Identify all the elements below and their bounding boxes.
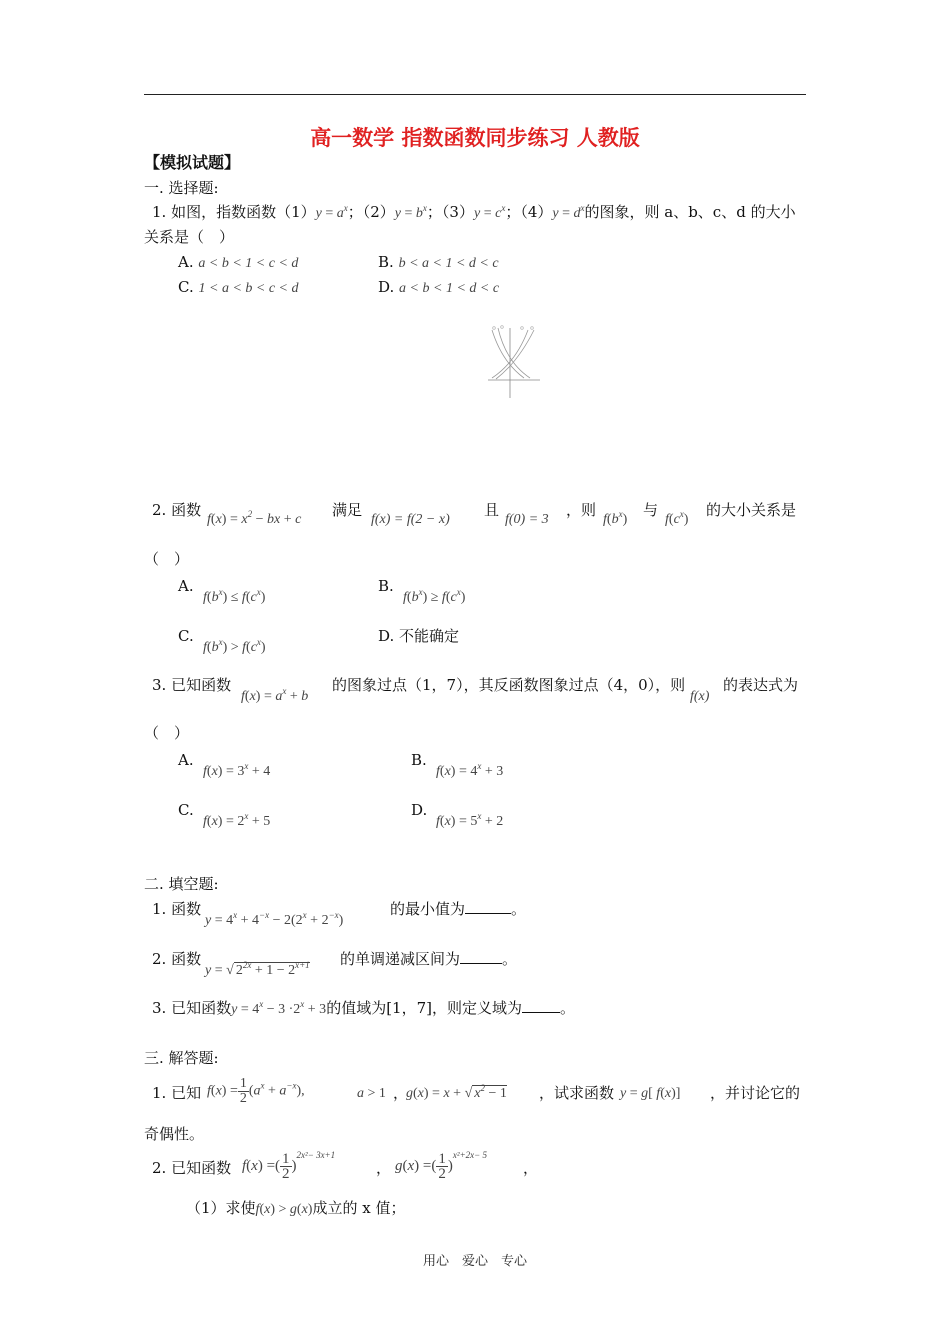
q2-math-fb: $f(b^x)$ xyxy=(603,509,628,527)
q1-d-math: a < b < 1 < d < c xyxy=(399,281,500,296)
q1-a-math: a < b < 1 < c < d xyxy=(198,256,299,271)
fill-q1-prompt: 的最小值为 xyxy=(390,900,466,918)
figure-curve-4 xyxy=(496,330,534,379)
part2-heading: 二. 填空题: xyxy=(144,875,219,893)
q2-option-c-label: C. xyxy=(178,627,194,645)
q3-option-a-math: $f(x) = 3^x + 4$ xyxy=(203,761,271,779)
q3-text-1: 的图象过点（1，7），其反函数图象过点（4，0），则 xyxy=(332,676,686,694)
solve-q1-math-f: f(x) = $\frac{1}{2}$ $(a^x + a^{-x})$, xyxy=(207,1076,305,1106)
q2-text-5: 的大小关系是 xyxy=(706,501,797,519)
q1-stem-start: 1. 如图，指数函数（1） xyxy=(152,203,316,221)
q3-option-c-label: C. xyxy=(178,801,194,819)
q1-sep-2: ；（3） xyxy=(426,203,474,221)
q1-sep-3: ；（4） xyxy=(505,203,553,221)
q1-b-math: b < a < 1 < d < c xyxy=(398,256,499,271)
q3-option-d-math: $f(x) = 5^x + 2$ xyxy=(436,811,504,829)
fill-q3-line xyxy=(152,998,575,1020)
fill-q3-math: $y = 4^x - 3 \cdot 2^x + 3$ xyxy=(231,999,327,1017)
exponential-graph-figure xyxy=(484,322,544,400)
page-footer: 用心 爱心 专心 xyxy=(422,1254,527,1269)
q1-stem-end: 的图象，则 a、b、c、d 的大小 xyxy=(584,203,796,221)
solve-q2-sub1-start: （1）求使 xyxy=(186,1199,256,1217)
q1-c-label: C. xyxy=(178,278,194,296)
figure-label-dot xyxy=(501,326,504,329)
q2-math-fc: $f(c^x)$ xyxy=(665,509,689,527)
solve-q2-math-g: g(x) =( $\frac{1}{2}$ )$^{x^2+2x- 5}$ xyxy=(395,1149,487,1182)
part3-heading: 三. 解答题: xyxy=(144,1049,219,1067)
fill-q2-text xyxy=(340,949,517,969)
solve-q1-math-g: g(x) = x + √ $x^2 - 1$ xyxy=(406,1083,507,1101)
q1-d-label: D. xyxy=(378,278,395,296)
q3-option-d-label: D. xyxy=(411,801,428,819)
q1-option-b xyxy=(378,252,499,274)
solve-q1-text-2: ，试求函数 xyxy=(539,1084,615,1102)
q3-option-c-math: $f(x) = 2^x + 5$ xyxy=(203,811,271,829)
q1-math-1: $y = a^x$ xyxy=(315,203,348,221)
figure-label-dot xyxy=(493,327,496,330)
solve-q1-comma: ， xyxy=(393,1084,409,1102)
fill-q1-answer-blank[interactable] xyxy=(465,899,511,914)
q1-option-a xyxy=(178,252,298,274)
q2-text-3: ，则 xyxy=(566,501,597,519)
q3-option-a-label: A. xyxy=(178,751,194,769)
solve-q2-math-f: f(x) =( $\frac{1}{2}$ )$^{2x^2- 3x+1}$ xyxy=(242,1149,336,1182)
q2-math-value: f(0) = 3 xyxy=(505,512,549,527)
fill-q2-answer-blank[interactable] xyxy=(460,949,502,964)
q3-text-2: 的表达式为 xyxy=(723,676,799,694)
q2-option-b-label: B. xyxy=(378,577,394,595)
q1-c-math: 1 < a < b < c < d xyxy=(198,281,299,296)
fill-q3-prompt: 的值域为[1，7]，则定义域为 xyxy=(326,999,522,1017)
q1-option-c xyxy=(178,277,299,299)
q3-option-b-math: $f(x) = 4^x + 3$ xyxy=(436,761,504,779)
figure-label-dot xyxy=(531,327,534,330)
q1-math-2: $y = b^x$ xyxy=(394,203,427,221)
q3-math-fx: f(x) xyxy=(690,689,710,704)
solve-q1-start: 1. 已知 xyxy=(152,1084,202,1102)
q2-text-4: 与 xyxy=(643,501,659,519)
fill-q3-period: 。 xyxy=(559,999,575,1017)
q3-option-b-label: B. xyxy=(411,751,427,769)
q2-math-symmetry: f(x) = f(2 − x) xyxy=(371,512,450,527)
q1-sep-1: ；（2） xyxy=(347,203,395,221)
q1-option-d xyxy=(378,277,499,299)
q1-stem-line2: 关系是（ ） xyxy=(144,228,235,246)
header-rule xyxy=(144,94,806,95)
solve-q2-sub1-end: 成立的 x 值； xyxy=(312,1199,406,1217)
figure-label-dot xyxy=(521,327,524,330)
fill-q1-period: 。 xyxy=(511,900,527,918)
q3-stem-start: 3. 已知函数 xyxy=(152,676,232,694)
figure-curve-2 xyxy=(498,328,530,378)
solve-q2-sub1 xyxy=(186,1198,405,1220)
document-title: 高一数学 指数函数同步练习 人教版 xyxy=(310,126,640,150)
fill-q3-start: 3. 已知函数 xyxy=(152,999,232,1017)
solve-q2-sub1-math: f(x) > g(x) xyxy=(255,1202,313,1217)
q3-math-function: $f(x) = a^x + b$ xyxy=(241,686,309,704)
solve-q2-comma: ， xyxy=(376,1159,392,1177)
q2-option-d: D. 不能确定 xyxy=(378,627,460,645)
fill-q2-prompt: 的单调递减区间为 xyxy=(340,950,461,968)
fill-q1-start: 1. 函数 xyxy=(152,900,202,918)
solve-q1-math-a: a > 1 xyxy=(357,1086,386,1101)
q2-text-2: 且 xyxy=(484,501,500,519)
q2-option-b-math: $f(b^x) \ge f(c^x)$ xyxy=(403,587,466,605)
q1-stem-line1 xyxy=(152,202,796,224)
fill-q2-start: 2. 函数 xyxy=(152,950,202,968)
q2-option-a-label: A. xyxy=(178,577,194,595)
section-label: 【模拟试题】 xyxy=(144,153,241,172)
q1-b-label: B. xyxy=(378,253,394,271)
fill-q1-math: $y = 4^x + 4^{-x} - 2(2^x + 2^{-x})$ xyxy=(205,910,344,928)
fill-q2-period: 。 xyxy=(502,950,518,968)
q1-math-3: $y = c^x$ xyxy=(473,203,506,221)
q2-stem-start: 2. 函数 xyxy=(152,501,202,519)
fill-q3-answer-blank[interactable] xyxy=(522,998,560,1013)
q2-paren: （ ） xyxy=(144,550,190,568)
solve-q2-start: 2. 已知函数 xyxy=(152,1159,232,1177)
solve-q1-line2: 奇偶性。 xyxy=(144,1125,205,1143)
fill-q2-math: y = √ $2^{2x} + 1 - 2^{x+1}$ xyxy=(205,960,310,978)
q2-option-a-math: $f(b^x) \le f(c^x)$ xyxy=(203,587,266,605)
solve-q1-math-composite: y = g[ f(x)] xyxy=(620,1086,681,1101)
q2-math-function: $f(x) = x^2$ − bx + c xyxy=(207,509,302,527)
solve-q1-text-3: ，并讨论它的 xyxy=(710,1084,801,1102)
q3-paren: （ ） xyxy=(144,724,190,742)
part1-heading: 一. 选择题: xyxy=(144,179,219,197)
q2-text-1: 满足 xyxy=(332,501,363,519)
solve-q2-end: ， xyxy=(523,1159,539,1177)
q1-a-label: A. xyxy=(178,253,194,271)
fill-q1-text xyxy=(390,899,526,919)
q2-option-c-math: $f(b^x) > f(c^x)$ xyxy=(203,637,266,655)
q1-math-4: $y = d^x$ xyxy=(552,203,585,221)
